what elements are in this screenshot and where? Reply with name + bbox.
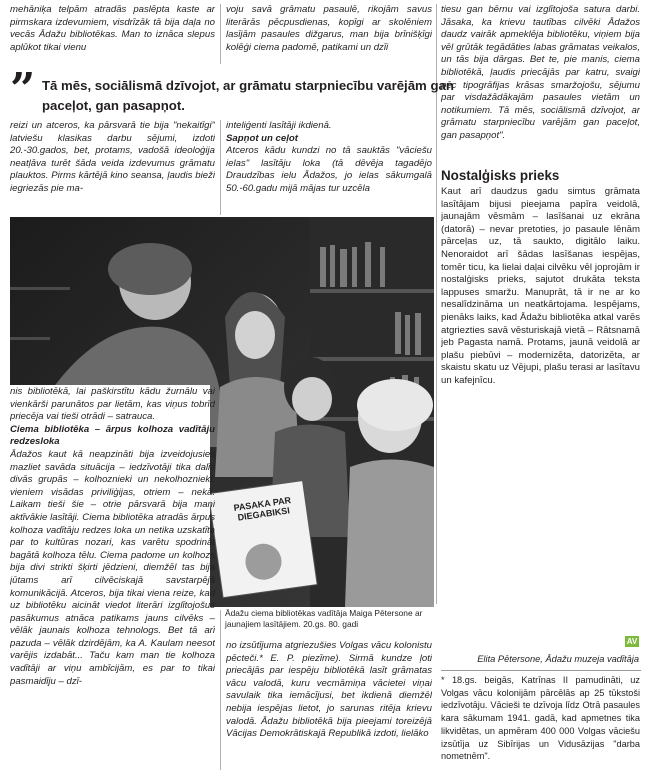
book-cover-title: PASAKA PAR DIEGABIKSI — [232, 495, 292, 523]
footnote: * 18.gs. beigās, Katrīnas II pamudināti, uz Volgas vācu kolonijām pārcēlās ap 25 tūkstoši iedzīvotāju. Vācieši te dzīvoja līdz Otrā pasaules kara sākumam 1941. gadā, kad apmetnes tika likvidētas, un apmēram 400 000 Volgas vāciešu izsūtīja uz Sibīrijas un Vidusāzijas "darba nometnēm". — [441, 675, 640, 762]
paragraph: inteliģenti lasītāji ikdienā. — [226, 120, 332, 131]
paragraph: Atceros kādu kundzi no tā sauktās "vāciešu ielas" lasītāju loka (tā dēvēja tagadējo Draudzības ielu Ādažos, jo ielas sākumgalā 50.-60.gadu mijā mājas tur uzcēla — [226, 145, 432, 194]
paragraph: nis bibliotēkā, lai paškirstītu kādu žurnālu vai vienkārši parunātos par lietām, kas viņus tobrīd priecēja vai tieši otrādi – satrauca. — [10, 386, 215, 423]
photo-caption: Ādažu ciema bibliotēkas vadītāja Maiga Pētersone ar jaunajiem lasītājiem. 20.gs. 80. gadi — [225, 608, 423, 629]
heading-nostalgic: Nostalģisks prieks — [441, 168, 560, 183]
av-badge: AV — [626, 637, 638, 646]
footnote-divider — [441, 670, 641, 671]
text-col1-lower — [10, 386, 215, 776]
column-rule — [220, 610, 221, 770]
paragraph: reizi un atceros, ka pārsvarā tie bija "nekaitīgi" latviešu klasikas darbu sējumi, izdoti 20.-30.gados, bet, protams, vadošā ideoloģija neatļāva turēt šāda veida izdevumus grāmatu plauktos. Pirms kārtējā kino seansa, ļaudis bieži iegriezās pie ma- — [10, 120, 215, 194]
text-col2-upper — [226, 120, 432, 216]
paragraph: voju savā grāmatu pasaulē, rikojām savus literārās pēcpusdienas, kopīgi ar skolēniem lasījām pasaules dižgarus, man bija brīnišķīgi kolēģi ciema padomē, patikami un dzīi — [226, 4, 432, 53]
paragraph: mehāniķa telpām atradās paslēpta kaste ar pirmskara izdevumiem, visdrīzāk tā bija daļa no vecās Ādažu bibliotēkas. Man to iznāca slepus aplūkot tikai vienu — [10, 4, 215, 53]
text-col2-lower — [226, 640, 432, 775]
top-text-col2 — [226, 4, 432, 66]
subheading-sapnot: Sapņot un ceļot — [226, 132, 298, 144]
paragraph: no izsūtījuma atgriezušies Volgas vācu kolonistu pēcteči.* E. P. piezīme). Sirmā kundze ļoti priecājās par iespēju bibliotēkā lasīt grāmatas vācu valodā, kuru vecmāmiņa vācietei viņai savulaik tika iemācījusi, bet ikdienā diemžēl nebija iespējas lietot, jo sarunas ritēja krievu valodā. Ādažu bibliotēkā bija pieejami toreizējā Vācijas Demokrātiskajā Republikā izdoti, lielāko — [226, 640, 432, 740]
pull-quote — [10, 64, 480, 118]
column-rule — [220, 4, 221, 64]
pull-quote-text: Tā mēs, sociālismā dzīvojot, ar grāmatu starpniecību varējām gan paceļot, gan pasapņot. — [42, 78, 454, 113]
text-col3-top — [441, 4, 640, 166]
paragraph: tiesu gan bērnu vai izglītojoša satura darbi. Jāsaka, ka krievu tautības cilvēki Ādažos daudz vairāk apmeklēja bibliotēku, viņiem bija vēl grūtāk tegādāties labas grāmatas veikalos, un tās bija dārgas. Bet te, pie manis, ciema bibliotēkā, ļaudis priecājās par katru, svaigi pēc tipogrāfijas krāsas smaržojošu, sējumu par visdažādākajām pasaules vietām un notikumiem. Tā mēs, sociālismā dzīvojot, ar grāmatu starpniecību varējām gan paceļot, gan pasapņot". — [441, 4, 640, 141]
top-text-col1 — [10, 4, 215, 66]
text-col1-upper — [10, 120, 215, 216]
paragraph: Kaut arī daudzus gadu simtus grāmata lasītājam bijusi pieejama papīra veidolā, jaunajām vēsmām – lasīšanai uz ekrāna (datorā) – nevar pretoties, jo pasaule lēnām pārceļas uz, tā saukto, digitālo laiku. Nenoraidot arī šādas lasīšanas iespējas, tomēr ticu, ka lielai daļai cilvēku vēl joprojām ir nostalģisks prieks, sajutot drukāta teksta lappuses smaržu. Manuprāt, tā ir ne ar ko nesalīdzināma un neatkārtojama. Iespējams, pienāks laiks, kad Ādažu bibliotēka atkal varēs atgriezties savā vēsturiskajā vietā – Rātsnamā jeb Pagasta namā. Protams, jaunā veidolā ar plašu piebūvi – modernizēta, datorizēta, ar skaistu skatu uz Vējupi, plašu terasi ar lasītavu un kafejnīcu. — [441, 186, 640, 386]
subheading-ciema: Ciema bibliotēka – ārpus kolhoza vadītāju redzesloka — [10, 423, 215, 448]
quote-mark-icon: ” — [10, 64, 36, 115]
author-signature: Elita Pētersone, Ādažu muzeja vadītāja — [477, 654, 639, 664]
column-rule — [220, 120, 221, 215]
text-col3-nostalgic — [441, 186, 640, 650]
paragraph: Ādažos kaut kā neapzināti bija izveidojusies mazliet savāda situācija – iedzīvotāji tika dalīti divās grupās – kolhoznieki un nekolhoznieki: vieniem visādas priviliģijas, otriem – nekā. Laikam tieši šie – otrie pārsvarā bija mani aktīvākie lasītāji. Ciema bibliotēka atradās ārpus kolhoza vadītāju redzes loka un netika uzskatīta par to kultūras nozari, kas varētu spodrināt bagātā kolhoza tēlu. Ciema padome un kolhozs bija divi strikti šķirti jēdzieni, diemžēl tas bija jūtams arī cilvēciskajā savstarpējā komunikācijā. Atceros, bija tikai viena reize, kad uz bibliotēku aicināt viedot literāri izglītojošus pasākumus atnāca patikams jauns cilvēks – vēlāk jaunais kolhoza tehnologs. Bet tā arī pazuda – vēlāk dzirdējām, ka A. Kaulam neesot varējis izdabāt... Taču kam man tie kolhoza vadītāji ar viņu ambīcijām, es par to tikai pasmaidīju – dzī- — [10, 448, 215, 687]
